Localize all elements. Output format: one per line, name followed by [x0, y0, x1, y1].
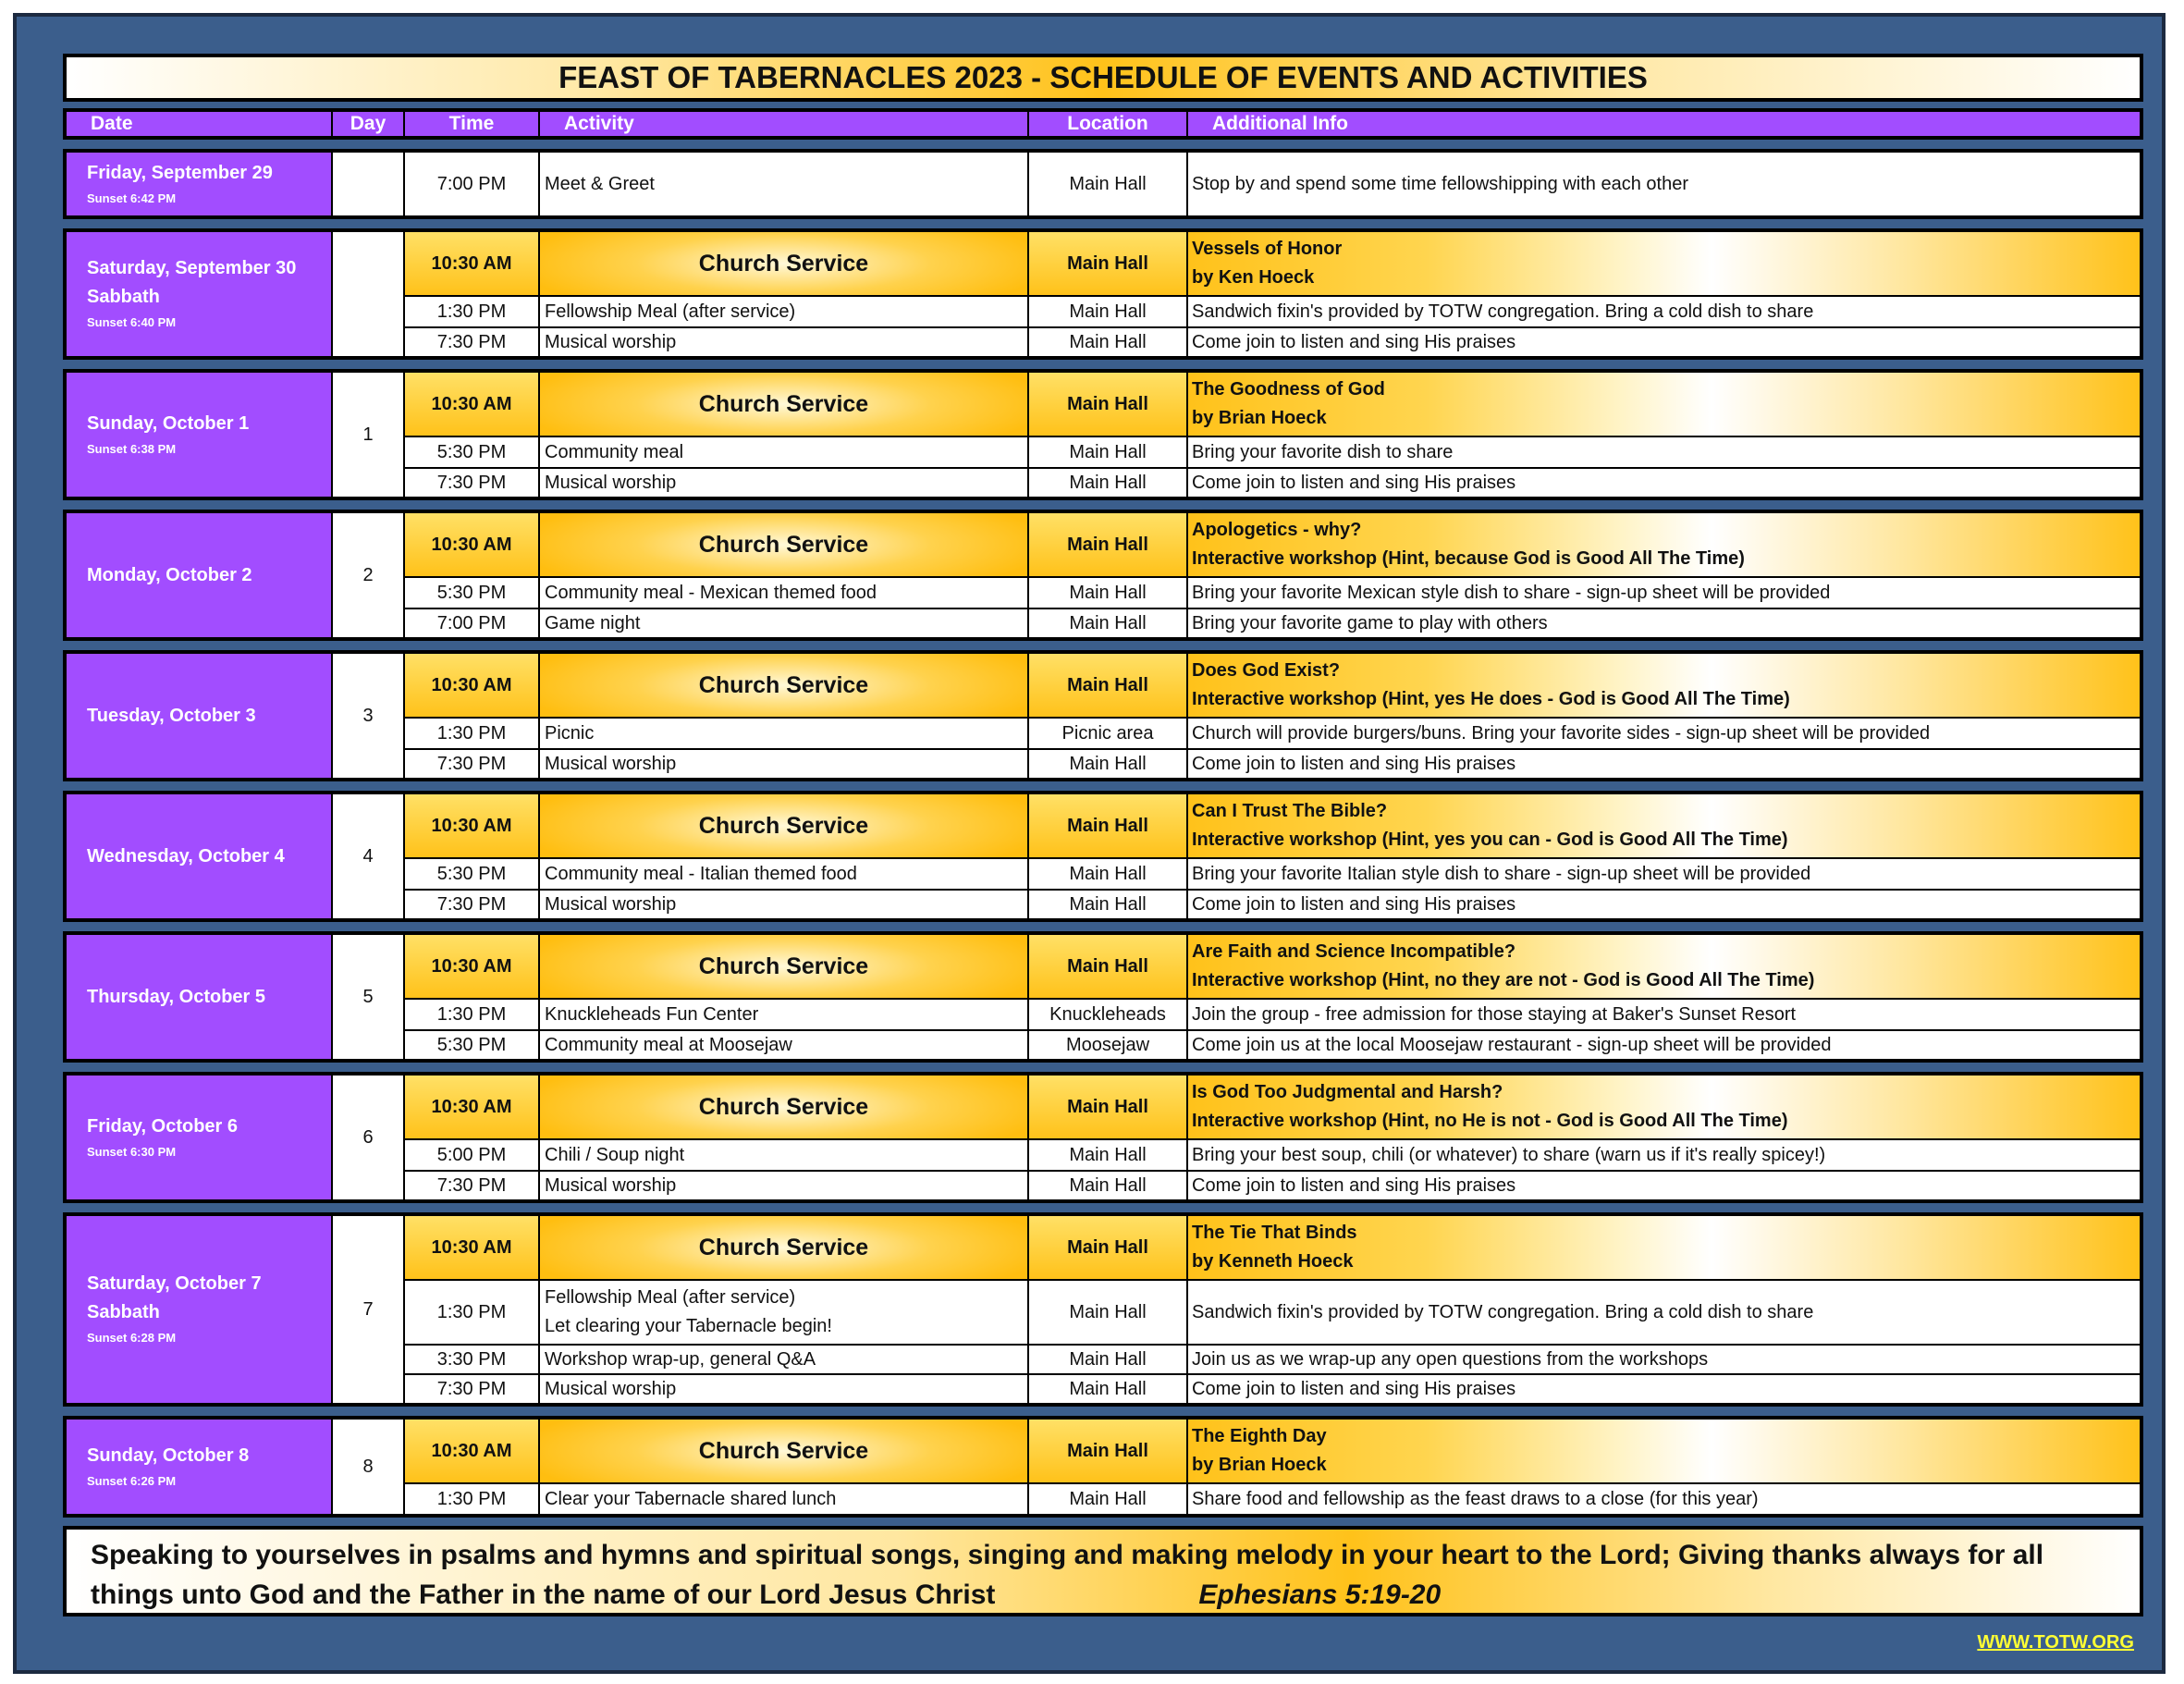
- event-time: 7:30 PM: [405, 1375, 540, 1403]
- event-time: 10:30 AM: [405, 232, 540, 295]
- event-time: 10:30 AM: [405, 794, 540, 857]
- event-rows: [405, 232, 2140, 356]
- event-location: Main Hall: [1029, 373, 1188, 436]
- page-frame: [13, 13, 2166, 1674]
- event-rows: [405, 373, 2140, 497]
- event-additional-info: Sandwich fixin's provided by TOTW congregation. Bring a cold dish to share: [1192, 1301, 1814, 1322]
- event-additional-info: [1188, 232, 2140, 295]
- event-activity: Musical worship: [540, 1375, 1029, 1403]
- event-location: Knuckleheads: [1029, 1000, 1188, 1029]
- event-location: Main Hall: [1029, 1140, 1188, 1170]
- event-location: Main Hall: [1029, 1375, 1188, 1403]
- event-activity: Musical worship: [540, 891, 1029, 918]
- event-rows: [405, 935, 2140, 1059]
- date-label: Sunday, October 8: [87, 1444, 250, 1466]
- day-block: [63, 369, 2143, 500]
- event-additional-info: [1188, 1216, 2140, 1279]
- verse-line-1: Speaking to yourselves in psalms and hymns and spiritual songs, singing and making melody in your heart to the Lord; Giving thanks always for all: [91, 1540, 2044, 1570]
- day-block: [63, 1416, 2143, 1518]
- date-label: Thursday, October 5: [87, 986, 266, 1007]
- event-additional-info: Sandwich fixin's provided by TOTW congregation. Bring a cold dish to share: [1192, 301, 1814, 322]
- church-service-row: [405, 1420, 2140, 1484]
- day-number: 6: [333, 1076, 405, 1199]
- event-location: Main Hall: [1029, 1346, 1188, 1373]
- event-time: 5:00 PM: [405, 1140, 540, 1170]
- day-block: [63, 510, 2143, 641]
- event-rows: [405, 1076, 2140, 1199]
- event-additional-info: Come join to listen and sing His praises: [1192, 1378, 1516, 1399]
- event-row: [405, 1344, 2140, 1373]
- event-rows: [405, 654, 2140, 778]
- event-activity: Church Service: [540, 1076, 1029, 1138]
- event-time: 7:30 PM: [405, 891, 540, 918]
- sunset-time: Sunset 6:42 PM: [87, 191, 177, 205]
- day-number: 2: [333, 513, 405, 637]
- event-activity: Church Service: [540, 373, 1029, 436]
- event-location: Main Hall: [1029, 1484, 1188, 1514]
- event-additional-info: Bring your favorite Mexican style dish to share - sign-up sheet will be provided: [1192, 582, 1831, 603]
- date-cell: [67, 654, 333, 778]
- sermon-subtitle: by Kenneth Hoeck: [1192, 1251, 1354, 1272]
- sermon-title: Is God Too Judgmental and Harsh?: [1192, 1082, 1503, 1102]
- event-activity: [540, 1281, 1029, 1344]
- event-row: [405, 1281, 2140, 1344]
- event-additional-info: Church will provide burgers/buns. Bring your favorite sides - sign-up sheet will be provided: [1192, 722, 1931, 744]
- sermon-title: The Tie That Binds: [1192, 1223, 1357, 1243]
- event-location: Moosejaw: [1029, 1031, 1188, 1059]
- sermon-subtitle: Interactive workshop (Hint, no He is not - God is Good All The Time): [1192, 1111, 1788, 1131]
- event-additional-info: Share food and fellowship as the feast draws to a close (for this year): [1192, 1488, 1759, 1509]
- day-block: [63, 149, 2143, 219]
- event-location: Main Hall: [1029, 1281, 1188, 1344]
- verse-line-2: [91, 1575, 2116, 1615]
- sermon-title: The Eighth Day: [1192, 1426, 1327, 1446]
- header-additional-info: Additional Info: [1212, 113, 1348, 134]
- event-additional-info: Stop by and spend some time fellowshipping with each other: [1192, 173, 1688, 194]
- event-location: Main Hall: [1029, 513, 1188, 576]
- event-additional-info: Come join us at the local Moosejaw restaurant - sign-up sheet will be provided: [1192, 1034, 1832, 1055]
- verse-reference: Ephesians 5:19-20: [1198, 1580, 1442, 1610]
- event-time: 10:30 AM: [405, 1420, 540, 1482]
- event-activity: Musical worship: [540, 750, 1029, 778]
- event-time: 10:30 AM: [405, 513, 540, 576]
- sermon-title: Does God Exist?: [1192, 660, 1341, 681]
- verse-text-2: things unto God and the Father in the name of our Lord Jesus Christ: [91, 1580, 996, 1610]
- date-cell: [67, 513, 333, 637]
- event-additional-info: Join us as we wrap-up any open questions from the workshops: [1192, 1348, 1709, 1370]
- header-activity: Activity: [540, 112, 1029, 136]
- event-activity: Church Service: [540, 794, 1029, 857]
- date-label: Monday, October 2: [87, 564, 252, 585]
- date-cell: [67, 794, 333, 918]
- sermon-title: Are Faith and Science Incompatible?: [1192, 941, 1516, 962]
- event-time: 7:30 PM: [405, 328, 540, 356]
- church-service-row: [405, 935, 2140, 1000]
- event-additional-info: Come join to listen and sing His praises: [1192, 331, 1516, 352]
- event-row: [405, 1170, 2140, 1199]
- event-row: [405, 1373, 2140, 1403]
- event-activity: Clear your Tabernacle shared lunch: [540, 1484, 1029, 1514]
- event-activity: Picnic: [540, 719, 1029, 748]
- day-number: [333, 153, 405, 215]
- event-additional-info: Bring your favorite Italian style dish to share - sign-up sheet will be provided: [1192, 863, 1811, 884]
- event-location: Picnic area: [1029, 719, 1188, 748]
- date-cell: [67, 1420, 333, 1514]
- sermon-title: The Goodness of God: [1192, 379, 1385, 399]
- event-row: [405, 297, 2140, 326]
- event-time: 10:30 AM: [405, 373, 540, 436]
- event-time: 7:00 PM: [405, 153, 540, 215]
- sabbath-label: Sabbath: [87, 287, 160, 307]
- event-additional-info: [1188, 373, 2140, 436]
- schedule-sheet: [63, 54, 2143, 1616]
- event-location: Main Hall: [1029, 1172, 1188, 1199]
- event-rows: [405, 1216, 2140, 1403]
- activity-line-2: Let clearing your Tabernacle begin!: [545, 1316, 832, 1336]
- event-location: Main Hall: [1029, 654, 1188, 717]
- scripture-verse: [63, 1526, 2143, 1616]
- church-service-row: [405, 794, 2140, 859]
- event-additional-info: [1188, 513, 2140, 576]
- event-activity: Community meal - Mexican themed food: [540, 578, 1029, 608]
- day-block: [63, 1072, 2143, 1203]
- event-location: Main Hall: [1029, 859, 1188, 889]
- sermon-subtitle: Interactive workshop (Hint, no they are not - God is Good All The Time): [1192, 970, 1815, 990]
- day-block: [63, 650, 2143, 781]
- sermon-subtitle: Interactive workshop (Hint, yes you can - God is Good All The Time): [1192, 830, 1788, 850]
- event-activity: Church Service: [540, 513, 1029, 576]
- event-additional-info: [1188, 1076, 2140, 1138]
- date-cell: [67, 153, 333, 215]
- event-location: Main Hall: [1029, 794, 1188, 857]
- event-time: 1:30 PM: [405, 1000, 540, 1029]
- sabbath-label: Sabbath: [87, 1302, 160, 1322]
- event-row: [405, 1029, 2140, 1059]
- day-number: 5: [333, 935, 405, 1059]
- event-time: 7:00 PM: [405, 609, 540, 637]
- event-location: Main Hall: [1029, 578, 1188, 608]
- event-row: [405, 719, 2140, 748]
- event-time: 1:30 PM: [405, 719, 540, 748]
- day-number: 4: [333, 794, 405, 918]
- date-label: Friday, September 29: [87, 162, 273, 183]
- event-time: 10:30 AM: [405, 1076, 540, 1138]
- event-activity: Musical worship: [540, 1172, 1029, 1199]
- event-time: 10:30 AM: [405, 654, 540, 717]
- event-location: Main Hall: [1029, 153, 1188, 215]
- event-row: [405, 608, 2140, 637]
- sermon-title: Apologetics - why?: [1192, 520, 1362, 540]
- event-time: 1:30 PM: [405, 297, 540, 326]
- website-link[interactable]: WWW.TOTW.ORG: [1977, 1632, 2134, 1653]
- event-time: 1:30 PM: [405, 1484, 540, 1514]
- activity-line-1: Fellowship Meal (after service): [545, 1287, 796, 1308]
- sermon-title: Can I Trust The Bible?: [1192, 801, 1388, 821]
- sermon-title: Vessels of Honor: [1192, 239, 1343, 259]
- event-additional-info: Come join to listen and sing His praises: [1192, 1174, 1516, 1196]
- event-row: [405, 1484, 2140, 1514]
- event-activity: Church Service: [540, 232, 1029, 295]
- event-activity: Church Service: [540, 935, 1029, 998]
- date-label: Tuesday, October 3: [87, 705, 256, 726]
- date-cell: [67, 373, 333, 497]
- event-additional-info: Bring your best soup, chili (or whatever) to share (warn us if it's really spicey!): [1192, 1144, 1826, 1165]
- event-location: Main Hall: [1029, 1076, 1188, 1138]
- event-location: Main Hall: [1029, 297, 1188, 326]
- event-activity: Community meal: [540, 437, 1029, 467]
- event-activity: Knuckleheads Fun Center: [540, 1000, 1029, 1029]
- event-time: 10:30 AM: [405, 935, 540, 998]
- event-location: Main Hall: [1029, 935, 1188, 998]
- event-additional-info: Come join to listen and sing His praises: [1192, 893, 1516, 915]
- church-service-row: [405, 373, 2140, 437]
- sermon-subtitle: by Brian Hoeck: [1192, 408, 1327, 428]
- event-activity: Game night: [540, 609, 1029, 637]
- event-time: 5:30 PM: [405, 578, 540, 608]
- header-date: Date: [67, 112, 333, 136]
- date-label: Wednesday, October 4: [87, 845, 285, 867]
- event-activity: Fellowship Meal (after service): [540, 297, 1029, 326]
- event-location: Main Hall: [1029, 891, 1188, 918]
- event-location: Main Hall: [1029, 469, 1188, 497]
- event-additional-info: [1188, 794, 2140, 857]
- event-additional-info: Bring your favorite dish to share: [1192, 441, 1454, 462]
- date-label: Saturday, September 30: [87, 258, 297, 278]
- event-row: [405, 1140, 2140, 1170]
- event-additional-info: [1188, 935, 2140, 998]
- day-block: [63, 228, 2143, 360]
- event-row: [405, 153, 2140, 215]
- event-rows: [405, 1420, 2140, 1514]
- event-row: [405, 326, 2140, 356]
- sunset-time: Sunset 6:28 PM: [87, 1331, 177, 1345]
- sunset-time: Sunset 6:26 PM: [87, 1473, 177, 1488]
- date-cell: [67, 232, 333, 356]
- church-service-row: [405, 1216, 2140, 1281]
- event-additional-info: Come join to listen and sing His praises: [1192, 472, 1516, 493]
- event-additional-info: Bring your favorite game to play with others: [1192, 612, 1548, 633]
- event-location: Main Hall: [1029, 232, 1188, 295]
- event-activity: Chili / Soup night: [540, 1140, 1029, 1170]
- event-activity: Church Service: [540, 654, 1029, 717]
- event-row: [405, 889, 2140, 918]
- page-title: FEAST OF TABERNACLES 2023 - SCHEDULE OF EVENTS AND ACTIVITIES: [63, 54, 2143, 102]
- event-activity: Church Service: [540, 1216, 1029, 1279]
- day-number: 8: [333, 1420, 405, 1514]
- event-row: [405, 467, 2140, 497]
- header-day: Day: [333, 112, 405, 136]
- sermon-subtitle: by Ken Hoeck: [1192, 267, 1315, 288]
- event-location: Main Hall: [1029, 609, 1188, 637]
- day-number: 7: [333, 1216, 405, 1403]
- event-time: 5:30 PM: [405, 437, 540, 467]
- event-additional-info: [1188, 1420, 2140, 1482]
- event-time: 7:30 PM: [405, 469, 540, 497]
- day-block: [63, 931, 2143, 1063]
- event-additional-info: [1188, 654, 2140, 717]
- event-additional-info: Come join to listen and sing His praises: [1192, 753, 1516, 774]
- event-time: 10:30 AM: [405, 1216, 540, 1279]
- event-location: Main Hall: [1029, 437, 1188, 467]
- day-block: [63, 1212, 2143, 1407]
- event-location: Main Hall: [1029, 328, 1188, 356]
- event-location: Main Hall: [1029, 1420, 1188, 1482]
- event-time: 7:30 PM: [405, 1172, 540, 1199]
- event-activity: Meet & Greet: [540, 153, 1029, 215]
- header-time: Time: [405, 112, 540, 136]
- event-row: [405, 859, 2140, 889]
- event-additional-info: Join the group - free admission for those staying at Baker's Sunset Resort: [1192, 1003, 1797, 1025]
- date-cell: [67, 935, 333, 1059]
- church-service-row: [405, 1076, 2140, 1140]
- event-activity: Community meal at Moosejaw: [540, 1031, 1029, 1059]
- church-service-row: [405, 654, 2140, 719]
- event-time: 5:30 PM: [405, 859, 540, 889]
- event-row: [405, 748, 2140, 778]
- sunset-time: Sunset 6:38 PM: [87, 441, 177, 456]
- event-activity: Musical worship: [540, 328, 1029, 356]
- event-activity: Church Service: [540, 1420, 1029, 1482]
- event-activity: Musical worship: [540, 469, 1029, 497]
- sunset-time: Sunset 6:30 PM: [87, 1144, 177, 1159]
- event-rows: [405, 794, 2140, 918]
- sermon-subtitle: Interactive workshop (Hint, because God is Good All The Time): [1192, 548, 1745, 569]
- event-time: 7:30 PM: [405, 750, 540, 778]
- day-block: [63, 791, 2143, 922]
- column-header-row: [63, 108, 2143, 140]
- sermon-subtitle: Interactive workshop (Hint, yes He does - God is Good All The Time): [1192, 689, 1790, 709]
- event-rows: [405, 513, 2140, 637]
- event-activity: Community meal - Italian themed food: [540, 859, 1029, 889]
- event-rows: [405, 153, 2140, 215]
- date-label: Sunday, October 1: [87, 412, 250, 434]
- church-service-row: [405, 232, 2140, 297]
- sermon-subtitle: by Brian Hoeck: [1192, 1455, 1327, 1475]
- day-number: 3: [333, 654, 405, 778]
- event-location: Main Hall: [1029, 1216, 1188, 1279]
- event-time: 3:30 PM: [405, 1346, 540, 1373]
- event-row: [405, 437, 2140, 467]
- event-row: [405, 578, 2140, 608]
- event-time: 5:30 PM: [405, 1031, 540, 1059]
- date-cell: [67, 1216, 333, 1403]
- date-cell: [67, 1076, 333, 1199]
- event-time: 1:30 PM: [405, 1281, 540, 1344]
- event-activity: Workshop wrap-up, general Q&A: [540, 1346, 1029, 1373]
- event-location: Main Hall: [1029, 750, 1188, 778]
- day-number: [333, 232, 405, 356]
- event-row: [405, 1000, 2140, 1029]
- day-number: 1: [333, 373, 405, 497]
- date-label: Friday, October 6: [87, 1115, 239, 1137]
- header-location: Location: [1029, 112, 1188, 136]
- date-label: Saturday, October 7: [87, 1273, 262, 1294]
- schedule-days: [63, 149, 2143, 1518]
- church-service-row: [405, 513, 2140, 578]
- sunset-time: Sunset 6:40 PM: [87, 315, 177, 329]
